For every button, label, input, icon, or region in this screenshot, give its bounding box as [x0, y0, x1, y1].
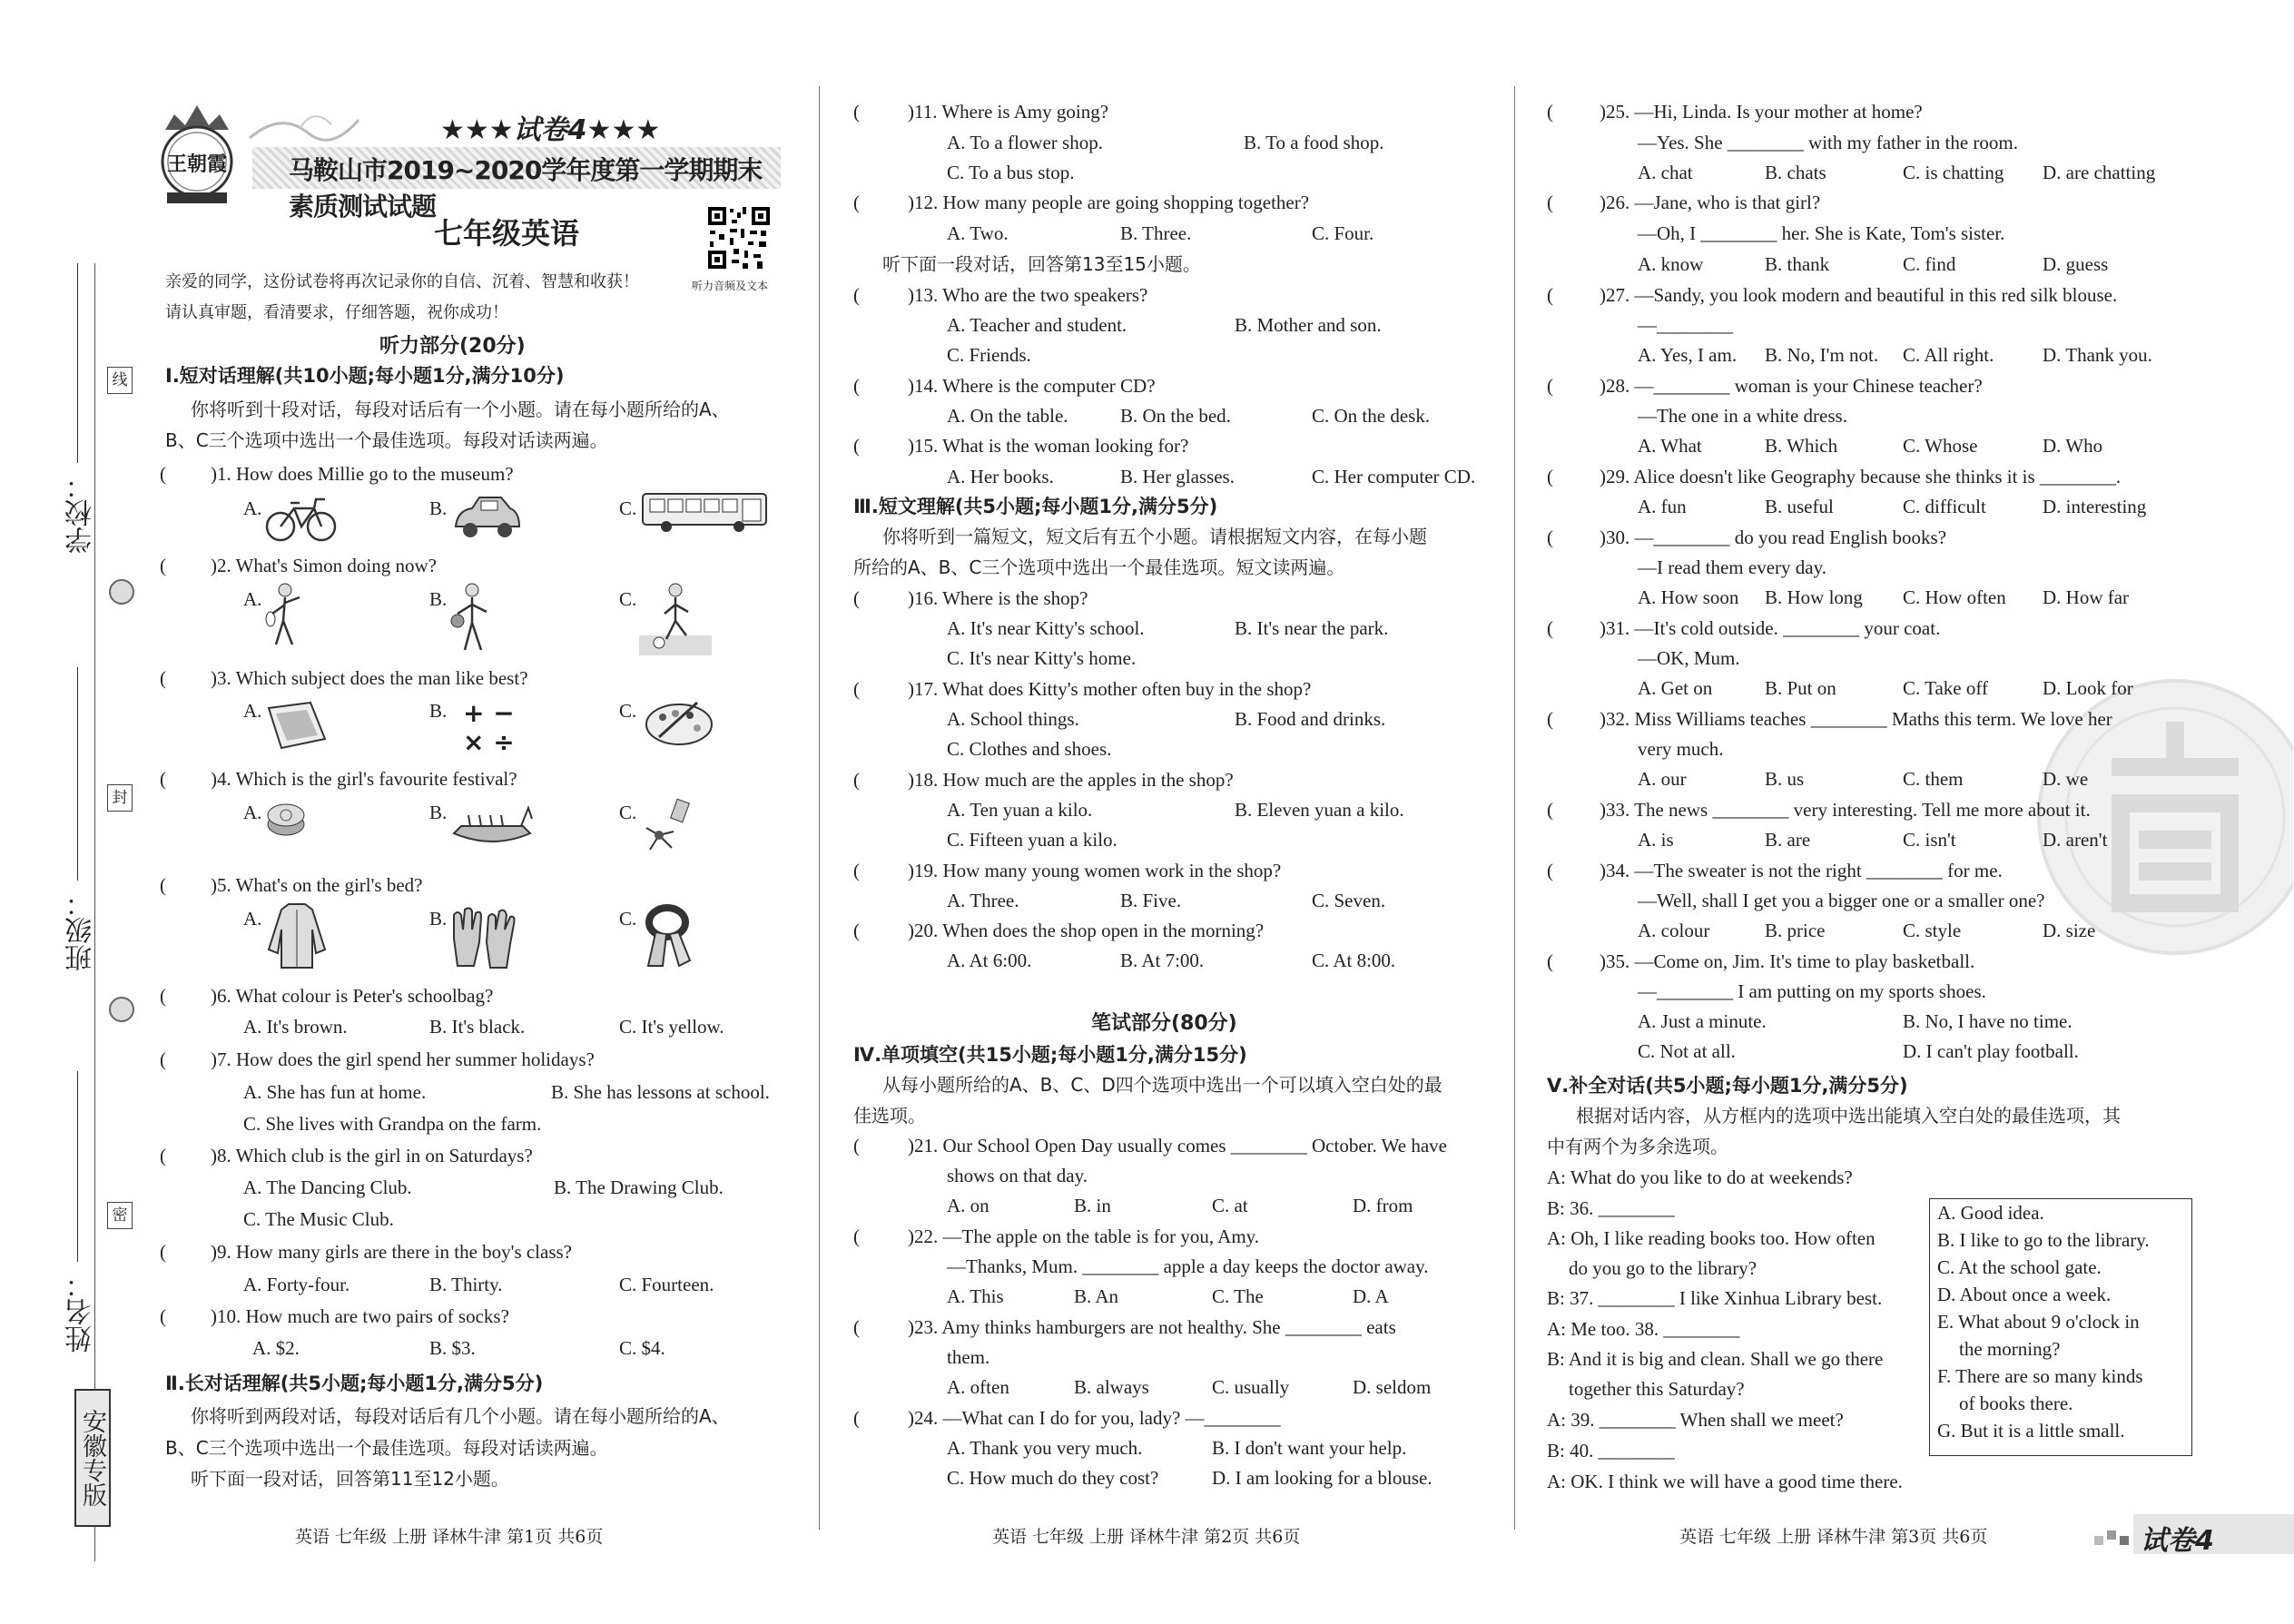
qr-code-icon[interactable] [706, 205, 772, 271]
bus-icon[interactable] [641, 490, 770, 537]
question-15-text: )15. What is the woman looking for? [908, 435, 1189, 457]
q20-option-a[interactable]: A. At 6:00. [947, 950, 1032, 971]
answer-paren[interactable]: ( [1547, 192, 1553, 213]
class-blank[interactable] [77, 667, 78, 881]
mooncake-icon[interactable] [265, 797, 307, 842]
football-player-icon[interactable] [639, 581, 712, 661]
answer-paren[interactable]: ( [853, 1407, 860, 1429]
dialogue-line-blank-39[interactable]: A: 39. ________ When shall we meet? [1547, 1409, 1844, 1431]
q13-option-a[interactable]: A. Teacher and student. [947, 314, 1127, 336]
q35-option-d[interactable]: D. I can't play football. [1903, 1040, 2079, 1062]
q11-option-c[interactable]: C. To a bus stop. [947, 162, 1075, 183]
answer-paren[interactable]: ( [853, 1316, 860, 1338]
dialogue-line: do you go to the library? [1569, 1257, 1757, 1279]
q30-option-d[interactable]: D. How far [2043, 586, 2130, 608]
subject-title: 七年级英语 [434, 216, 580, 251]
q28-option-c[interactable]: C. Whose [1903, 435, 1978, 457]
q18-option-a[interactable]: A. Ten yuan a kilo. [947, 799, 1093, 821]
exam-title: 马鞍山市2019~2020学年度第一学期期末素质测试试题 [289, 155, 763, 221]
answer-paren[interactable]: ( [160, 985, 166, 1007]
answer-paren[interactable]: ( [1547, 950, 1553, 972]
footer-badge-text: 试卷4 [2141, 1525, 2214, 1557]
question-14-text: )14. Where is the computer CD? [908, 375, 1156, 397]
q25-option-b[interactable]: B. chats [1765, 162, 1826, 183]
q21-option-b[interactable]: B. in [1074, 1195, 1111, 1216]
question-23-line2: them. [947, 1346, 990, 1368]
q17-option-a[interactable]: A. School things. [947, 708, 1079, 730]
q32-option-c[interactable]: C. them [1903, 768, 1964, 790]
answer-paren[interactable]: ( [853, 101, 860, 123]
q16-option-b[interactable]: B. It's near the park. [1235, 617, 1389, 639]
column-divider-1 [819, 86, 820, 1530]
section5-desc2: 中有两个为多余选项。 [1547, 1136, 1728, 1157]
q14-option-b[interactable]: B. On the bed. [1120, 405, 1231, 427]
q10-option-c[interactable]: C. $4. [619, 1337, 665, 1359]
q31-option-b[interactable]: B. Put on [1765, 677, 1836, 699]
question-31-line2: —OK, Mum. [1638, 647, 1740, 669]
q22-option-c[interactable]: C. The [1212, 1285, 1264, 1307]
section3-desc1: 你将听到一篇短文，短文后有五个小题。请根据短文内容，在每小题 [882, 526, 1427, 547]
q15-option-b[interactable]: B. Her glasses. [1120, 466, 1235, 487]
dialogue-line-blank-40[interactable]: B: 40. ________ [1547, 1440, 1675, 1462]
question-24-text: )24. —What can I do for you, lady? —________ [908, 1407, 1281, 1429]
question-18-text: )18. How much are the apples in the shop? [908, 769, 1234, 791]
q11-option-a[interactable]: A. To a flower shop. [947, 132, 1103, 153]
dialogue-line: A: What do you like to do at weekends? [1547, 1166, 1853, 1188]
box-option-b[interactable]: B. I like to go to the library. [1937, 1229, 2150, 1251]
question-10-text: )10. How much are two pairs of socks? [211, 1305, 509, 1327]
option-b-label: B. [429, 802, 448, 823]
q24-option-c[interactable]: C. How much do they cost? [947, 1467, 1159, 1489]
answer-paren[interactable]: ( [1547, 466, 1553, 487]
question-22-text: )22. —The apple on the table is for you, Amy. [908, 1225, 1260, 1247]
answer-paren[interactable]: ( [1547, 799, 1553, 821]
listening-title: 听力部分(20分) [379, 335, 526, 358]
q31-option-d[interactable]: D. Look for [2043, 677, 2133, 699]
answer-paren[interactable]: ( [853, 678, 860, 700]
section2-desc1: 你将听到两段对话，每段对话后有几个小题。请在每小题所给的A、 [191, 1405, 730, 1427]
box-option-a[interactable]: A. Good idea. [1937, 1202, 2044, 1224]
section2-desc3: 听下面一段对话，回答第11至12小题。 [191, 1468, 509, 1490]
dialogue-line-blank-38[interactable]: A: Me too. 38. ________ [1547, 1318, 1740, 1340]
q6-option-c[interactable]: C. It's yellow. [619, 1016, 724, 1038]
q25-option-a[interactable]: A. chat [1638, 162, 1693, 183]
answer-paren[interactable]: ( [160, 1145, 166, 1166]
q33-option-b[interactable]: B. are [1765, 829, 1811, 851]
question-19-text: )19. How many young women work in the shop? [908, 860, 1282, 881]
math-symbols-icon[interactable]: + − × ÷ [463, 698, 515, 757]
q17-option-c[interactable]: C. Clothes and shoes. [947, 738, 1112, 760]
q11-option-b[interactable]: B. To a food shop. [1244, 132, 1384, 153]
question-text: )3. Which subject does the man like best? [211, 667, 528, 689]
q32-option-b[interactable]: B. us [1765, 768, 1805, 790]
option-b-label: B. [429, 497, 448, 519]
q21-option-a[interactable]: A. on [947, 1195, 989, 1216]
q15-option-a[interactable]: A. Her books. [947, 466, 1054, 487]
option-a-label: A. [243, 908, 262, 930]
q7-option-c[interactable]: C. She lives with Grandpa on the farm. [243, 1113, 542, 1135]
answer-paren[interactable]: ( [853, 587, 860, 609]
section2-title: Ⅱ.长对话理解(共5小题;每小题1分,满分5分) [165, 1373, 544, 1394]
question-30-line2: —I read them every day. [1638, 556, 1826, 578]
seal-mark: 封 [107, 784, 133, 812]
class-label: 班级： [65, 890, 97, 971]
answer-paren[interactable]: ( [1547, 860, 1553, 881]
question-12-text: )12. How many people are going shopping together? [908, 192, 1310, 213]
q21-option-d[interactable]: D. from [1353, 1195, 1413, 1216]
box-option-f-cont: of books there. [1959, 1393, 2073, 1414]
answer-paren[interactable]: ( [1547, 284, 1553, 306]
question-6-text: )6. What colour is Peter's schoolbag? [211, 985, 494, 1007]
q23-option-d[interactable]: D. seldom [1353, 1376, 1432, 1398]
option-c-label: C. [619, 700, 637, 722]
question-35-text: )35. —Come on, Jim. It's time to play basketball. [1600, 950, 1975, 972]
answer-paren[interactable]: ( [160, 667, 166, 689]
q33-option-a[interactable]: A. is [1638, 829, 1674, 851]
question-text: )5. What's on the girl's bed? [211, 874, 423, 896]
answer-paren[interactable]: ( [1547, 708, 1553, 730]
answer-paren[interactable]: ( [1547, 375, 1553, 397]
option-a-label: A. [243, 497, 262, 519]
question-35-line2: —________ I am putting on my sports shoes. [1638, 980, 1986, 1002]
q7-option-b[interactable]: B. She has lessons at school. [551, 1081, 770, 1103]
q22-option-b[interactable]: B. An [1074, 1285, 1119, 1307]
q12-option-c[interactable]: C. Four. [1312, 222, 1374, 244]
q15-option-c[interactable]: C. Her computer CD. [1312, 466, 1476, 487]
section5-title: Ⅴ.补全对话(共5小题;每小题1分,满分5分) [1547, 1075, 1908, 1097]
q27-option-a[interactable]: A. Yes, I am. [1638, 344, 1738, 366]
question-9-text: )9. How many girls are there in the boy's class? [211, 1241, 573, 1263]
q26-option-a[interactable]: A. know [1638, 253, 1704, 275]
book-icon[interactable] [265, 699, 329, 755]
intro-line-2: 请认真审题，看清要求，仔细答题，祝你成功！ [165, 303, 508, 322]
option-a-label: A. [243, 700, 262, 722]
secret-mark: 密 [107, 1202, 133, 1229]
question-31-text: )31. —It's cold outside. ________ your coat. [1600, 617, 1941, 639]
q34-option-c[interactable]: C. style [1903, 920, 1962, 941]
answer-paren[interactable]: ( [853, 1225, 860, 1247]
q6-option-b[interactable]: B. It's black. [429, 1016, 526, 1038]
question-28-line2: —The one in a white dress. [1638, 405, 1847, 427]
answer-paren[interactable]: ( [853, 284, 860, 306]
q12-option-a[interactable]: A. Two. [947, 222, 1009, 244]
question-21-line2: shows on that day. [947, 1165, 1088, 1186]
q16-option-c[interactable]: C. It's near Kitty's home. [947, 647, 1137, 669]
question-26-line2: —Oh, I ________ her. She is Kate, Tom's sister. [1638, 222, 2005, 244]
q28-option-b[interactable]: B. Which [1765, 435, 1838, 457]
q28-option-d[interactable]: D. Who [2043, 435, 2103, 457]
q8-option-a[interactable]: A. The Dancing Club. [243, 1176, 412, 1198]
section1-desc2: B、C三个选项中选出一个最佳选项。每段对话读两遍。 [165, 429, 608, 451]
answer-paren[interactable]: ( [160, 874, 166, 896]
section1-title: Ⅰ.短对话理解(共10小题;每小题1分,满分10分) [165, 365, 565, 387]
q19-option-b[interactable]: B. Five. [1120, 890, 1182, 911]
section4-title: Ⅳ.单项填空(共15小题;每小题1分,满分15分) [853, 1044, 1247, 1066]
question-33-text: )33. The news ________ very interesting. Tell me more about it. [1600, 799, 2091, 821]
column-divider-2 [1514, 86, 1515, 1530]
question-text: )2. What's Simon doing now? [211, 555, 437, 576]
box-option-f[interactable]: F. There are so many kinds [1937, 1365, 2143, 1387]
option-c-label: C. [619, 497, 637, 519]
q13-option-b[interactable]: B. Mother and son. [1235, 314, 1382, 336]
q6-option-a[interactable]: A. It's brown. [243, 1016, 348, 1038]
q22-option-a[interactable]: A. This [947, 1285, 1004, 1307]
q24-option-b[interactable]: B. I don't want your help. [1212, 1437, 1407, 1459]
intro-line-1: 亲爱的同学，这份试卷将再次记录你的自信、沉着、智慧和收获！ [165, 272, 639, 291]
q22-option-d[interactable]: D. A [1353, 1285, 1389, 1307]
q25-option-c[interactable]: C. is chatting [1903, 162, 2004, 183]
bicycle-icon[interactable] [265, 492, 338, 548]
question-30-text: )30. —________ do you read English books? [1600, 527, 1947, 548]
q18-option-b[interactable]: B. Eleven yuan a kilo. [1235, 799, 1404, 821]
q8-option-c[interactable]: C. The Music Club. [243, 1208, 394, 1230]
section5-desc1: 根据对话内容，从方框内的选项中选出能填入空白处的最佳选项，其 [1576, 1105, 2121, 1127]
box-option-c[interactable]: C. At the school gate. [1937, 1256, 2102, 1278]
q33-option-d[interactable]: D. aren't [2043, 829, 2108, 851]
footer-page-2: 英语 七年级 上册 译林牛津 第2页 共6页 [992, 1527, 1301, 1547]
question-16-text: )16. Where is the shop? [908, 587, 1088, 609]
q29-option-b[interactable]: B. useful [1765, 496, 1834, 517]
box-option-g[interactable]: G. But it is a little small. [1937, 1420, 2125, 1442]
q10-option-b[interactable]: B. $3. [429, 1337, 476, 1359]
section4-desc1: 从每小题所给的A、B、C、D四个选项中选出一个可以填入空白处的最 [882, 1074, 1442, 1096]
answer-paren[interactable]: ( [160, 1048, 166, 1070]
palette-icon[interactable] [643, 697, 715, 753]
q19-option-c[interactable]: C. Seven. [1312, 890, 1386, 911]
dialogue-line-blank-37[interactable]: B: 37. ________ I like Xinhua Library best. [1547, 1287, 1883, 1309]
question-26-text: )26. —Jane, who is that girl? [1600, 192, 1821, 213]
question-23-text: )23. Amy thinks hamburgers are not healthy. She ________ eats [908, 1316, 1396, 1338]
question-34-line2: —Well, shall I get you a bigger one or a smaller one? [1638, 890, 2045, 911]
answer-paren[interactable]: ( [853, 920, 860, 941]
answer-paren[interactable]: ( [160, 1241, 166, 1263]
question-20-text: )20. When does the shop open in the morning? [908, 920, 1265, 941]
question-27-text: )27. —Sandy, you look modern and beautiful in this red silk blouse. [1600, 284, 2118, 306]
answer-paren[interactable]: ( [853, 769, 860, 791]
section4-desc2: 佳选项。 [853, 1105, 926, 1127]
option-a-label: A. [243, 802, 262, 823]
footer-page-3: 英语 七年级 上册 译林牛津 第3页 共6页 [1679, 1527, 1988, 1547]
q29-option-c[interactable]: C. difficult [1903, 496, 1986, 517]
section-desc-13-15: 听下面一段对话，回答第13至15小题。 [882, 253, 1201, 275]
q35-option-c[interactable]: C. Not at all. [1638, 1040, 1736, 1062]
q29-option-a[interactable]: A. fun [1638, 496, 1687, 517]
q27-option-d[interactable]: D. Thank you. [2043, 344, 2152, 366]
name-blank[interactable] [77, 1071, 78, 1262]
dragon-boat-icon[interactable] [450, 799, 534, 853]
option-b-label: B. [429, 700, 448, 722]
question-11-text: )11. Where is Amy going? [908, 101, 1109, 123]
q30-option-a[interactable]: A. How soon [1638, 586, 1739, 608]
q29-option-d[interactable]: D. interesting [2043, 496, 2147, 517]
q19-option-a[interactable]: A. Three. [947, 890, 1019, 911]
dialogue-line: together this Saturday? [1569, 1378, 1745, 1400]
q17-option-b[interactable]: B. Food and drinks. [1235, 708, 1386, 730]
q12-option-b[interactable]: B. Three. [1120, 222, 1192, 244]
q35-option-b[interactable]: B. No, I have no time. [1903, 1010, 2072, 1032]
box-option-d[interactable]: D. About once a week. [1937, 1284, 2112, 1305]
q32-option-a[interactable]: A. our [1638, 768, 1687, 790]
q34-option-d[interactable]: D. size [2043, 920, 2096, 941]
answer-paren[interactable]: ( [160, 1305, 166, 1327]
option-c-label: C. [619, 908, 637, 930]
q27-option-b[interactable]: B. No, I'm not. [1765, 344, 1879, 366]
q7-option-a[interactable]: A. She has fun at home. [243, 1081, 427, 1103]
question-34-text: )34. —The sweater is not the right ________ for me. [1600, 860, 2003, 881]
section2-desc2: B、C三个选项中选出一个最佳选项。每段对话读两遍。 [165, 1437, 608, 1459]
dialogue-line: A: Oh, I like reading books too. How often [1547, 1227, 1876, 1249]
basketball-player-icon[interactable] [447, 581, 501, 661]
dialogue-line: B: And it is big and clean. Shall we go there [1547, 1348, 1884, 1370]
question-13-text: )13. Who are the two speakers? [908, 284, 1148, 306]
q30-option-c[interactable]: C. How often [1903, 586, 2006, 608]
scarf-icon[interactable] [643, 902, 692, 973]
option-a-label: A. [243, 588, 262, 610]
q20-option-b[interactable]: B. At 7:00. [1120, 950, 1205, 971]
tennis-player-icon[interactable] [263, 581, 309, 657]
svg-text:王朝霞: 王朝霞 [166, 153, 228, 176]
school-label: 学校： [65, 472, 97, 554]
answer-paren[interactable]: ( [853, 860, 860, 881]
q18-option-c[interactable]: C. Fifteen yuan a kilo. [947, 829, 1117, 851]
q31-option-c[interactable]: C. Take off [1903, 677, 1988, 699]
car-icon[interactable] [450, 490, 523, 548]
question-text: )4. Which is the girl's favourite festival? [211, 768, 517, 790]
qr-note: 听力音频及文本 [692, 280, 769, 292]
dialogue-line-blank-36[interactable]: B: 36. ________ [1547, 1197, 1675, 1219]
answer-paren[interactable]: ( [853, 375, 860, 397]
question-8-text: )8. Which club is the girl in on Saturdays? [211, 1145, 533, 1166]
name-label: 姓名： [65, 1271, 97, 1353]
q14-option-c[interactable]: C. On the desk. [1312, 405, 1431, 427]
q8-option-b[interactable]: B. The Drawing Club. [554, 1176, 724, 1198]
question-22-line2: —Thanks, Mum. ________ apple a day keeps the doctor away. [947, 1255, 1429, 1277]
q26-option-b[interactable]: B. thank [1765, 253, 1830, 275]
exam-title-band [252, 147, 781, 221]
footer-dots-icon [2092, 1523, 2138, 1552]
q13-option-c[interactable]: C. Friends. [947, 344, 1031, 366]
q16-option-a[interactable]: A. It's near Kitty's school. [947, 617, 1145, 639]
q10-option-a[interactable]: A. $2. [252, 1337, 300, 1359]
answer-paren[interactable]: ( [1547, 617, 1553, 639]
q21-option-c[interactable]: C. at [1212, 1195, 1248, 1216]
q23-option-a[interactable]: A. often [947, 1376, 1009, 1398]
q32-option-d[interactable]: D. we [2043, 768, 2089, 790]
question-32-line2: very much. [1638, 738, 1724, 760]
answer-paren[interactable]: ( [160, 555, 166, 576]
question-17-text: )17. What does Kitty's mother often buy in the shop? [908, 678, 1312, 700]
q9-option-a[interactable]: A. Forty-four. [243, 1274, 350, 1295]
option-c-label: C. [619, 588, 637, 610]
binding-hole-2 [109, 997, 134, 1022]
binding-hole-1 [109, 579, 134, 605]
q23-option-c[interactable]: C. usually [1212, 1376, 1290, 1398]
answer-paren[interactable]: ( [853, 435, 860, 457]
q25-option-d[interactable]: D. are chatting [2043, 162, 2156, 183]
answer-paren[interactable]: ( [1547, 527, 1553, 548]
q26-option-c[interactable]: C. find [1903, 253, 1956, 275]
q30-option-b[interactable]: B. How long [1765, 586, 1863, 608]
option-c-label: C. [619, 802, 637, 823]
exam-banner: ★★★试卷4★★★ [440, 114, 661, 146]
q9-option-b[interactable]: B. Thirty. [429, 1274, 503, 1295]
box-option-e[interactable]: E. What about 9 o'clock in [1937, 1311, 2140, 1333]
q35-option-a[interactable]: A. Just a minute. [1638, 1010, 1767, 1032]
option-b-label: B. [429, 908, 448, 930]
q24-option-d[interactable]: D. I am looking for a blouse. [1212, 1467, 1433, 1489]
firework-icon[interactable] [641, 795, 697, 859]
gloves-icon[interactable] [448, 902, 517, 975]
question-25-text: )25. —Hi, Linda. Is your mother at home? [1600, 101, 1923, 123]
q31-option-a[interactable]: A. Get on [1638, 677, 1713, 699]
option-box [1929, 1198, 2192, 1456]
question-text: )1. How does Millie go to the museum? [211, 463, 514, 485]
q33-option-c[interactable]: C. isn't [1903, 829, 1956, 851]
q28-option-a[interactable]: A. What [1638, 435, 1702, 457]
dialogue-line: A: OK. I think we will have a good time there. [1547, 1471, 1903, 1492]
question-25-line2: —Yes. She ________ with my father in the room. [1638, 132, 2019, 153]
footer-badge [2133, 1514, 2294, 1557]
question-21-text: )21. Our School Open Day usually comes ________ October. We have [908, 1135, 1447, 1156]
q20-option-c[interactable]: C. At 8:00. [1312, 950, 1396, 971]
option-b-label: B. [429, 588, 448, 610]
question-32-text: )32. Miss Williams teaches ________ Maths this term. We love her [1600, 708, 2112, 730]
question-27-line2: —________ [1638, 314, 1733, 336]
section3-title: Ⅲ.短文理解(共5小题;每小题1分,满分5分) [853, 496, 1218, 517]
question-29-text: )29. Alice doesn't like Geography because she thinks it is ________. [1600, 466, 2122, 487]
brand-logo [156, 98, 238, 207]
section1-desc1: 你将听到十段对话，每段对话后有一个小题。请在每小题所给的A、 [191, 399, 730, 420]
answer-paren[interactable]: ( [1547, 101, 1553, 123]
q24-option-a[interactable]: A. Thank you very much. [947, 1437, 1143, 1459]
answer-paren[interactable]: ( [160, 768, 166, 790]
answer-paren[interactable]: ( [160, 463, 166, 485]
edition-badge: 安徽专版 [74, 1389, 111, 1527]
q34-option-b[interactable]: B. price [1765, 920, 1826, 941]
writing-title: 笔试部分(80分) [1091, 1012, 1237, 1035]
q14-option-a[interactable]: A. On the table. [947, 405, 1068, 427]
school-blank[interactable] [77, 263, 78, 463]
question-7-text: )7. How does the girl spend her summer holidays? [211, 1048, 595, 1070]
box-option-e-cont: the morning? [1959, 1338, 2061, 1360]
jacket-icon[interactable] [265, 902, 329, 975]
footer-page-1: 英语 七年级 上册 译林牛津 第1页 共6页 [295, 1527, 604, 1547]
answer-paren[interactable]: ( [853, 1135, 860, 1156]
q27-option-c[interactable]: C. All right. [1903, 344, 1994, 366]
q9-option-c[interactable]: C. Fourteen. [619, 1274, 714, 1295]
q26-option-d[interactable]: D. guess [2043, 253, 2109, 275]
line-mark: 线 [107, 367, 133, 394]
q34-option-a[interactable]: A. colour [1638, 920, 1710, 941]
question-28-text: )28. —________ woman is your Chinese teacher? [1600, 375, 1983, 397]
section3-desc2: 所给的A、B、C三个选项中选出一个最佳选项。短文读两遍。 [853, 556, 1345, 578]
answer-paren[interactable]: ( [853, 192, 860, 213]
q23-option-b[interactable]: B. always [1074, 1376, 1149, 1398]
